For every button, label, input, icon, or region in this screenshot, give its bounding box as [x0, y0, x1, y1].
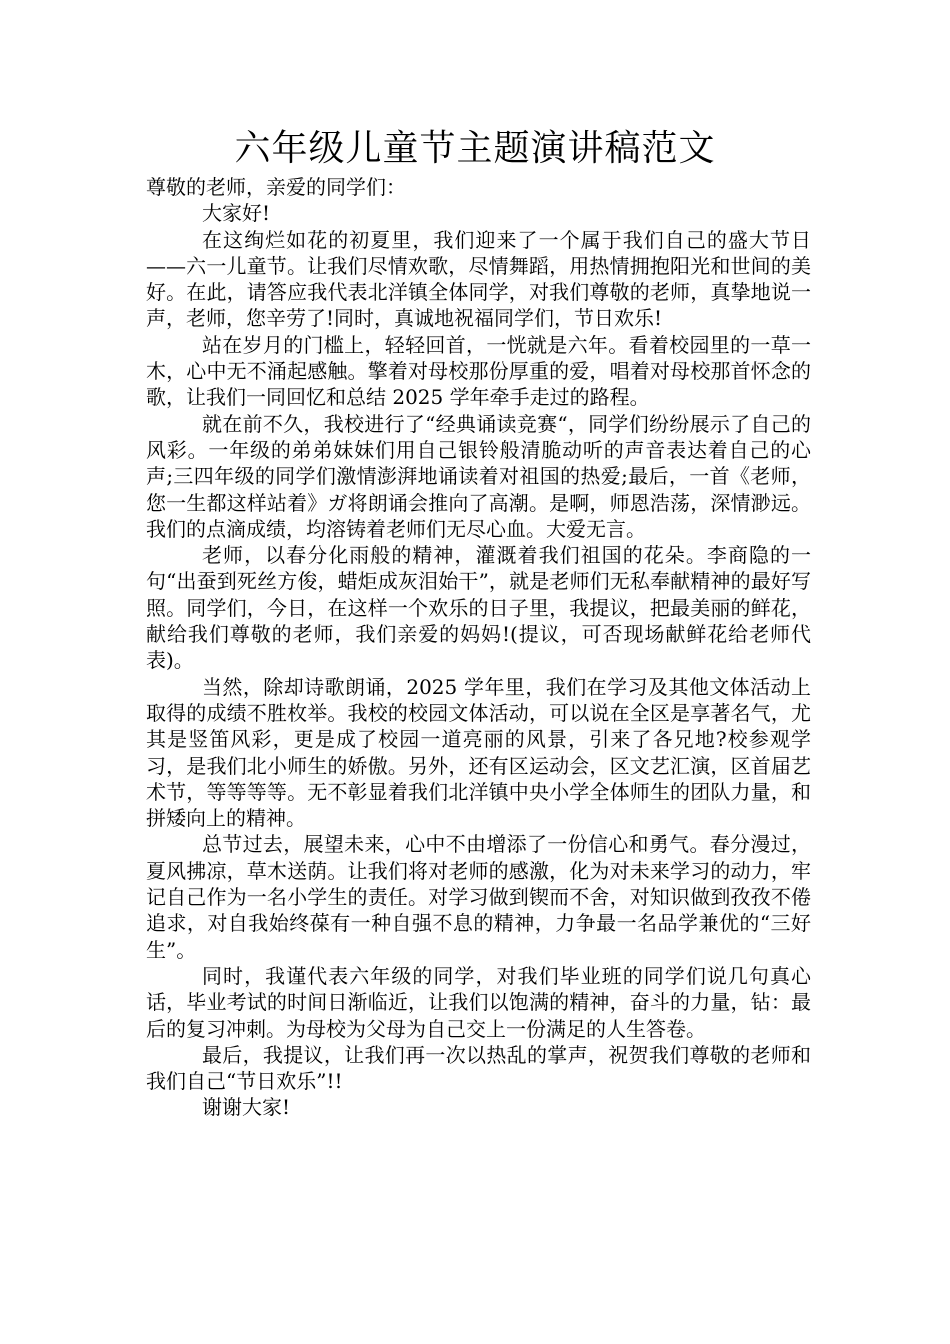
- salutation: 尊敬的老师，亲爱的同学们：: [146, 175, 406, 199]
- document-body: [146, 174, 811, 1121]
- paragraph: 当然，除却诗歌朗诵，2025 学年里，我们在学习及其他文体活动上取得的成绩不胜枚举。我校的校园文体活动，可以说在全区是享著名气，尤其是竖笛风彩，更是成了校园一道亮丽的风景，引来了各兄地?校参观学习，是我们北小师生的娇傲。另外，还有区运动会，区文艺汇演，区首届艺术节，等等等等。无不彰显着我们北洋镇中央小学全体师生的团队力量，和拼矮向上的精神。: [146, 674, 811, 831]
- paragraph: 最后，我提议，让我们再一次以热乱的掌声，祝贺我们尊敬的老师和我们自己“节日欢乐”!!: [146, 1042, 811, 1094]
- closing-thanks: 谢谢大家!: [202, 1095, 291, 1120]
- greeting: 大家好!: [202, 201, 271, 226]
- paragraph: 站在岁月的门槛上，轻轻回首，一恍就是六年。看着校园里的一草一木，心中无不涌起感触。擎着对母校那份厚重的爱，唱着对母校那首怀念的歌，让我们一同回忆和总结 2025 学年牵手走过的路程。: [146, 332, 811, 410]
- paragraph: 老师，以春分化雨般的精神，灌溉着我们祖国的花朵。李商隐的一句“出蚕到死丝方俊，蜡炬成灰泪始干”，就是老师们无私奉献精神的最好写照。同学们，今日，在这样一个欢乐的日子里，我提议，把最美丽的鲜花，献给我们尊敬的老师，我们亲爱的妈妈!(提议，可否现场献鲜花给老师代表)。: [146, 543, 811, 673]
- paragraph: 总节过去，展望未来，心中不由增添了一份信心和勇气。春分漫过，夏风拂凉，草木送荫。让我们将对老师的感激，化为对未来学习的动力，牢记自己作为一名小学生的责任。对学习做到锲而不舍，对知识做到孜孜不倦追求，对自我始终葆有一种自强不息的精神，力争最一名品学兼优的“三好生”。: [146, 832, 811, 962]
- paragraph: 同时，我谨代表六年级的同学，对我们毕业班的同学们说几句真心话，毕业考试的时间日渐临近，让我们以饱满的精神，奋斗的力量，钻：最后的复习冲刺。为母校为父母为自己交上一份满足的人生答卷。: [146, 963, 811, 1041]
- paragraph: 就在前不久，我校进行了“经典诵读竞赛“，同学们纷纷展示了自己的风彩。一年级的弟弟妹妹们用自己银铃般清脆动听的声音表达着自己的心声;三四年级的同学们激情澎湃地诵读着对祖国的热爱;最后，一首《老师，您一生都这样站着》ガ将朗诵会推向了高潮。是啊，师恩浩荡，深情渺远。我们的点滴成绩，均溶铸着老师们无尽心血。大爱无言。: [146, 411, 811, 541]
- paragraph: 在这绚烂如花的初夏里，我们迎来了一个属于我们自己的盛大节日——六一儿童节。让我们尽情欢歌，尽情舞蹈，用热情拥抱阳光和世间的美好。在此，请答应我代表北洋镇全体同学，对我们尊敬的老师，真挚地说一声，老师，您辛劳了!同时，真诚地祝福同学们，节日欢乐!: [146, 227, 811, 331]
- document-title: 六年级儿童节主题演讲稿范文: [234, 128, 716, 169]
